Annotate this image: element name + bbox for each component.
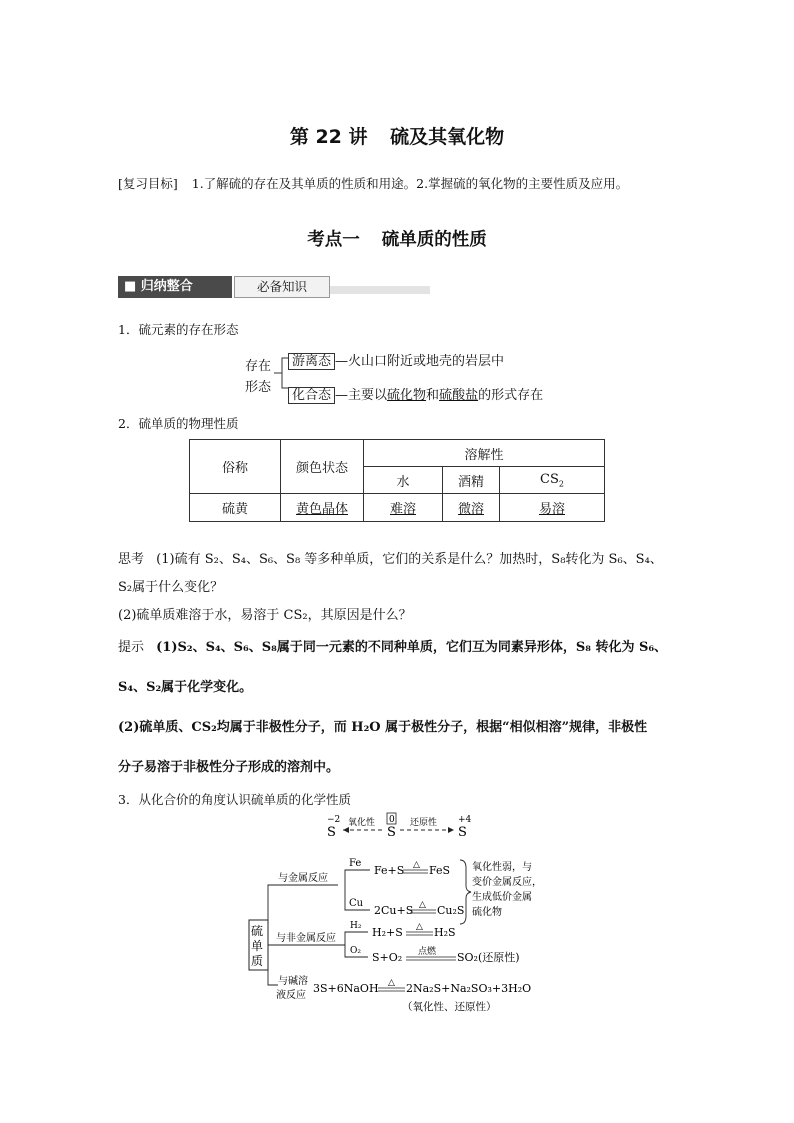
label-existence-2: 形态 (245, 380, 272, 395)
free-state-desc: —火山口附近或地壳的岩层中 (335, 354, 505, 369)
lecture-name: 硫及其氧化物 (390, 126, 505, 148)
eq-o-right: SO₂(还原性) (457, 951, 520, 964)
oxidation-label: 氧化性 (348, 818, 376, 828)
combined-desc-and: 和 (426, 388, 440, 403)
eq-na-right: 2Na₂S+Na₂SO₃+3H₂O (406, 982, 532, 995)
eq-na-left: 3S+6NaOH (313, 982, 379, 995)
note-line-3: 生成低价金属 (472, 892, 532, 903)
valence-pos4: +4 (458, 815, 472, 825)
eq-o-left: S+O₂ (372, 951, 403, 964)
td-alcohol: 微溶 (443, 494, 500, 522)
reagent-fe: Fe (349, 858, 362, 869)
th-solubility: 溶解性 (364, 440, 605, 467)
td-cs2: 易溶 (500, 494, 605, 522)
chemical-properties-diagram (240, 810, 560, 1020)
banner-rule (330, 286, 430, 294)
reduction-label: 还原性 (410, 818, 438, 828)
branch-metal: 与金属反应 (278, 873, 328, 884)
eq-o-ignite: 点燃 (418, 947, 437, 957)
sulfate-term: 硫酸盐 (439, 388, 479, 403)
eq-fe-left: Fe+S (374, 864, 405, 877)
root-char-3: 质 (251, 954, 264, 968)
note-line-4: 硫化物 (472, 907, 502, 918)
td-color-state: 黄色晶体 (281, 494, 364, 522)
eq-h-right: H₂S (434, 926, 456, 939)
section-number: 考点一 (307, 230, 360, 250)
heading-physical: 2．硫单质的物理性质 (118, 416, 239, 431)
sulfur-zero: S (387, 825, 396, 840)
sulfur-pos4: S (458, 825, 467, 840)
combined-desc-post: 的形式存在 (478, 388, 544, 403)
banner-dark: ■ 归纳整合 (118, 276, 232, 298)
physical-properties-table (189, 439, 605, 522)
think-q1a: (1)硫有 S₂、S₄、S₆、S₈ 等多种单质，它们的关系是什么？加热时，S₈转化为 S₆、S₄、 (156, 552, 663, 567)
section-banner (118, 276, 430, 298)
heading-chemical: 3．从化合价的角度认识硫单质的化学性质 (118, 792, 351, 807)
eq-na-note: （氧化性、还原性） (402, 1001, 497, 1013)
label-existence-1: 存在 (245, 359, 272, 374)
valence-zero: 0 (389, 815, 395, 825)
review-text: 1.了解硫的存在及其单质的性质和用途。2.掌握硫的氧化物的主要性质及应用。 (191, 176, 629, 191)
eq-cu-left: 2Cu+S (374, 904, 414, 917)
eq-na-heat: △ (388, 978, 395, 988)
note-line-1: 氧化性弱，与 (472, 862, 532, 873)
eq-cu-right: Cu₂S (437, 904, 465, 917)
heading-existence: 1．硫元素的存在形态 (118, 322, 239, 337)
section-name: 硫单质的性质 (381, 230, 487, 250)
think-q1-line2: S₂属于什么变化？ (118, 580, 224, 595)
hint-a1-line1 (118, 636, 667, 655)
hint-label: 提示 (118, 640, 145, 655)
valence-neg2: −2 (327, 815, 341, 825)
root-char-1: 硫 (251, 924, 264, 938)
section-title (0, 226, 794, 251)
banner-light: 必备知识 (234, 276, 330, 298)
think-q1-line1 (118, 548, 663, 567)
reagent-h2: H₂ (350, 921, 362, 931)
th-cs2: $CS_2$ (500, 467, 605, 494)
th-common-name: 俗称 (190, 440, 281, 494)
eq-fe-heat: △ (413, 860, 420, 870)
review-label: [复习目标] (118, 176, 178, 191)
page-title (0, 122, 794, 149)
think-label: 思考 (118, 552, 145, 567)
th-water: 水 (364, 467, 443, 494)
combined-state-row (288, 384, 543, 403)
combined-state-box: 化合态 (288, 387, 335, 404)
reagent-o2: O₂ (350, 946, 361, 956)
combined-desc-pre: —主要以 (335, 388, 388, 403)
branch-base-1: 与碱溶 (278, 976, 308, 987)
eq-h-left: H₂+S (372, 926, 403, 939)
hint-a2-line2: 分子易溶于非极性分子形成的溶剂中。 (118, 760, 340, 775)
eq-fe-right: FeS (429, 864, 451, 877)
th-color-state: 颜色状态 (281, 440, 364, 494)
root-char-2: 单 (251, 939, 264, 953)
th-alcohol: 酒精 (443, 467, 500, 494)
hint-a2-line1: (2)硫单质、CS₂均属于非极性分子，而 H₂O 属于极性分子，根据“相似相溶”规律，非极性 (118, 720, 648, 735)
eq-cu-heat: △ (419, 900, 426, 910)
branch-base-2: 液反应 (276, 990, 306, 1001)
td-water: 难溶 (364, 494, 443, 522)
branch-nonmetal: 与非金属反应 (276, 933, 336, 944)
free-state-box: 游离态 (288, 353, 335, 370)
reagent-cu: Cu (349, 898, 364, 909)
sulfur-neg2: S (327, 825, 336, 840)
review-objectives (118, 174, 628, 192)
eq-h-heat: △ (416, 922, 423, 932)
sulfide-term: 硫化物 (387, 388, 427, 403)
hint-a1a: (1)S₂、S₄、S₆、S₈属于同一元素的不同种单质，它们互为同素异形体，S₈ 转化为 S₆、 (156, 640, 668, 655)
lecture-number: 第 22 讲 (289, 126, 368, 148)
free-state-row (288, 350, 504, 369)
note-line-2: 变价金属反应， (472, 877, 542, 888)
td-common-name: 硫黄 (190, 494, 281, 522)
think-q2: (2)硫单质难溶于水，易溶于 CS₂，其原因是什么？ (118, 608, 412, 623)
reduction-arrowhead (448, 827, 454, 833)
hint-a1-line2: S₄、S₂属于化学变化。 (118, 680, 253, 695)
